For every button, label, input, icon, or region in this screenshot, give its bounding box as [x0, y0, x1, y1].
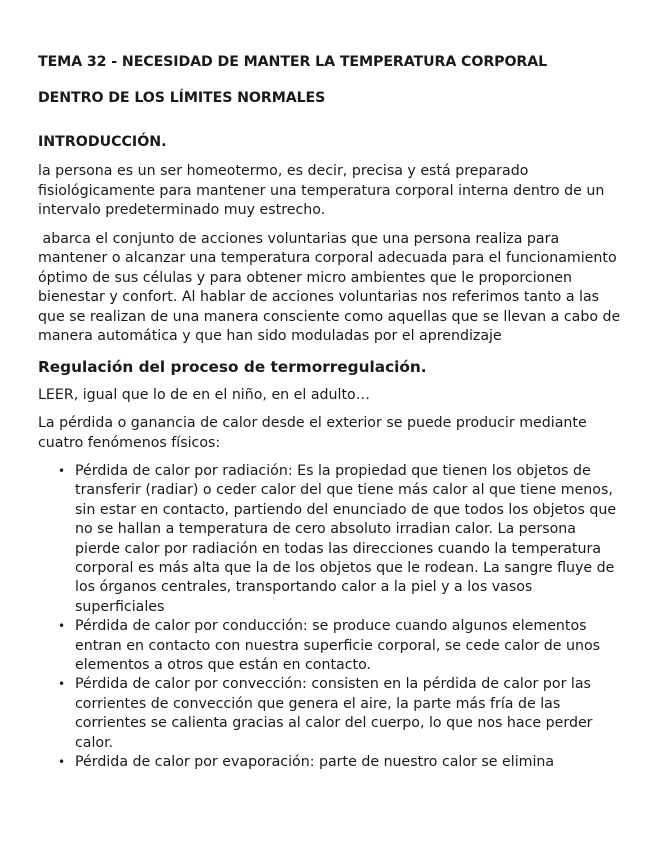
bullet-icon: •	[58, 755, 66, 770]
leer-paragraph: LEER, igual que lo de en el niño, en el adulto…	[38, 386, 370, 403]
regulation-heading-text: Regulación del proceso de termorregulación	[38, 357, 421, 376]
introduction-heading: INTRODUCCIÓN.	[38, 134, 167, 150]
intro-paragraph-1: la persona es un ser homeotermo, es decir, precisa y está preparado fisiológicamente para mantener una temperatura corporal interna dentro de un intervalo predeterminado muy estrecho.	[38, 163, 605, 218]
list-item-text: Pérdida de calor por radiación: Es la propiedad que tienen los objetos de transferir (radiar) o ceder calor del que tiene más calor al que tiene menos, sin estar en contacto, partiendo del enunciado de que todos los objetos que no se hallan a temperatura de cero absoluto irradian calor. La persona pierde calor por radiación en todas las direcciones cuando la temperatura corporal es más alta que la de los objetos que le rodean. La sangre fluye de los órganos centrales, transportando calor a la piel y a los vasos superficiales	[75, 463, 617, 615]
regulation-heading-period: .	[420, 357, 427, 376]
document-title-line-2: DENTRO DE LOS LÍMITES NORMALES	[38, 90, 326, 106]
list-item-text: Pérdida de calor por conducción: se produce cuando algunos elementos entran en contacto con nuestra superficie corporal, se cede calor de unos elementos a otros que están en contacto.	[75, 618, 601, 674]
heat-loss-intro-paragraph: La pérdida o ganancia de calor desde el exterior se puede producir mediante cuatro fenómenos físicos:	[38, 415, 587, 451]
list-item-text: Pérdida de calor por convección: consisten en la pérdida de calor por las corrientes de convección que genera el aire, la parte más fría de las corrientes se calienta gracias al calor del cuerpo, lo que nos hace perder calor.	[75, 676, 593, 751]
regulation-heading	[38, 356, 623, 378]
list-item-text: Pérdida de calor por evaporación: parte de nuestro calor se elimina	[75, 754, 555, 771]
bullet-icon: •	[58, 619, 66, 634]
intro-paragraph-2: abarca el conjunto de acciones voluntarias que una persona realiza para mantener o alcanzar una temperatura corporal adecuada para el funcionamiento óptimo de sus células y para obtener micro ambientes que le proporcionen bienestar y confort. Al hablar de acciones voluntarias nos referimos tanto a las que se realizan de una manera consciente como aquellas que se llevan a cabo de manera automática y que han sido moduladas por el aprendizaje	[38, 230, 621, 344]
document-title-line-1: TEMA 32 - NECESIDAD DE MANTER LA TEMPERATURA CORPORAL	[38, 54, 548, 70]
list-item	[58, 462, 623, 617]
list-item	[58, 675, 623, 753]
heat-loss-list	[38, 462, 623, 773]
list-item	[58, 753, 623, 772]
list-item	[58, 617, 623, 675]
bullet-icon: •	[58, 677, 66, 692]
document-page	[38, 52, 623, 773]
bullet-icon: •	[58, 464, 66, 478]
